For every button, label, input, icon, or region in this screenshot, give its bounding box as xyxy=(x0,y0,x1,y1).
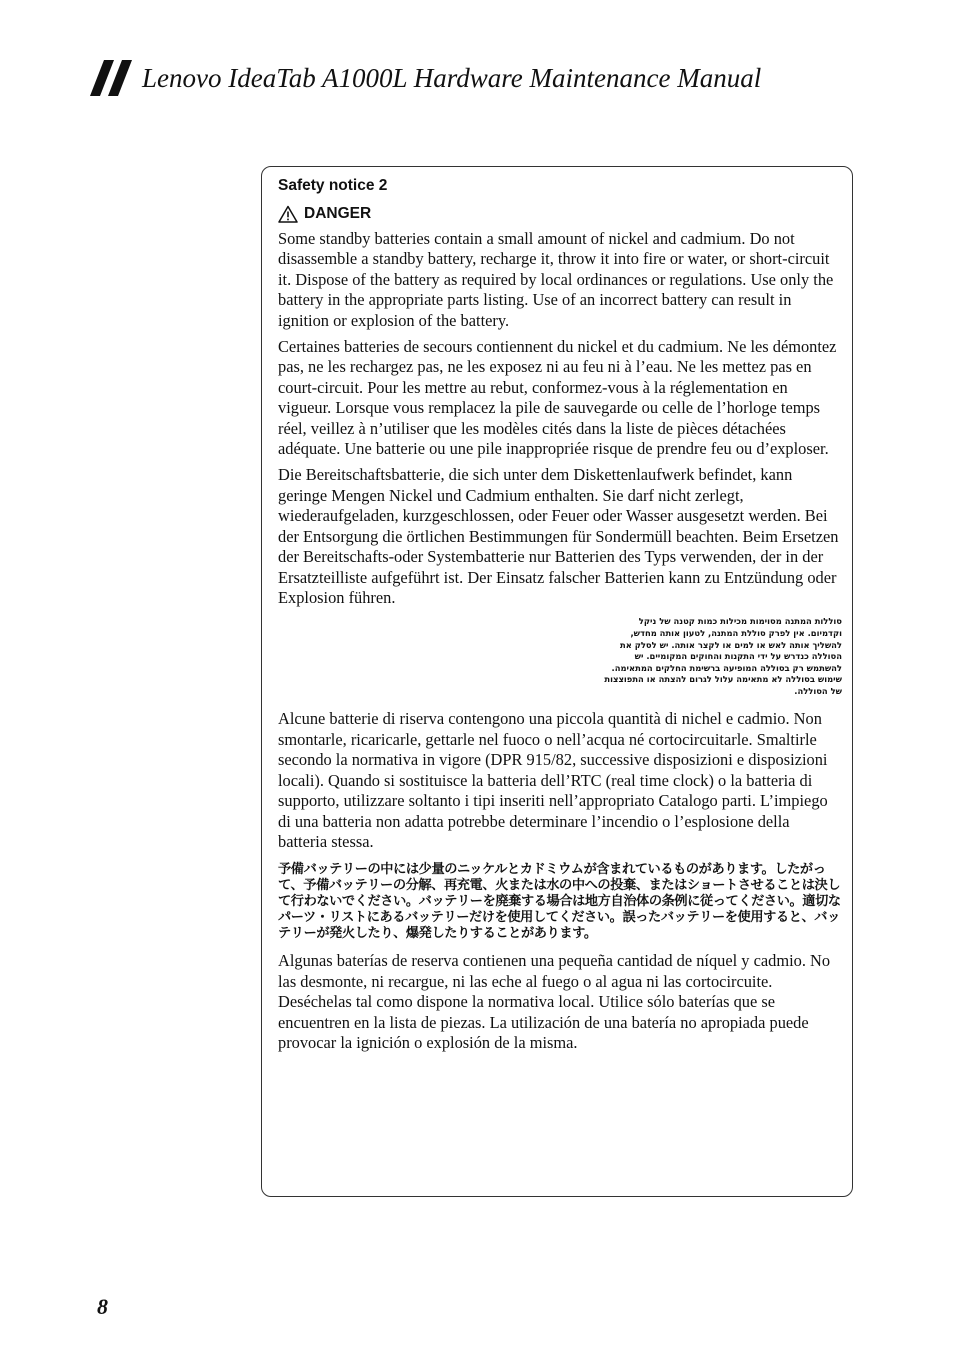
page-number: 8 xyxy=(97,1294,108,1319)
safety-notice-box xyxy=(261,166,853,1197)
page-header xyxy=(90,58,761,98)
danger-label: DANGER xyxy=(304,205,372,222)
double-slash-icon xyxy=(90,60,134,96)
notice-paragraph-hebrew: סוללות המתנה מסוימות מכילות כמות קטנה של ניקל וקדמיום. אין לפרק סוללת המתנה, לטעון אותה מחדש, להשליך אותה לאש או למים או לקצר אותה. יש לסלק את הסוללה כנדרש על ידי התקנות והחוקים המקומיים. יש להשתמש רק בסוללה המופיעה ברשימת החלקים המתאימה. שימוש בסוללה לא מתאימה עלול לגרום להצתה או התפוצצות של הסוללה. xyxy=(604,616,842,696)
notice-paragraph-spanish: Algunas baterías de reserva contienen una pequeña cantidad de níquel y cadmio. No las desmonte, ni recargue, ni las eche al fuego o al agua ni las cortocircuite. Deséchelas tal como dispone la normativa local. Utilice sólo baterías que se encuentren en la lista de piezas. La utilización de una batería no apropiada puede provocar la ignición o explosión de la misma. xyxy=(278,951,831,1052)
safety-notice-content xyxy=(278,177,842,1059)
safety-notice-title: Safety notice 2 xyxy=(278,177,388,194)
notice-paragraph-japanese: 予備バッテリーの中には少量のニッケルとカドミウムが含まれているものがあります。したがって、予備バッテリーの分解、再充電、火または水の中への投棄、またはショートさせることは決して行わないでください。バッテリーを廃棄する場合は地方自治体の条例に従ってください。適切なパーツ・リストにあるバッテリーだけを使用してください。誤ったバッテリーを使用すると、バッテリーが発火したり、爆発したりすることがあります。 xyxy=(278,862,841,941)
notice-paragraph-english: Some standby batteries contain a small amount of nickel and cadmium. Do not disassemble a standby battery, recharge it, throw it into fire or water, or short-circuit it. Dispose of the battery as required by local ordinances or regulations. Use only the battery in the appropriate parts listing. Use of an incorrect battery can result in ignition or explosion of the battery. xyxy=(278,229,834,330)
warning-triangle-icon xyxy=(278,205,298,223)
notice-paragraph-french: Certaines batteries de secours contiennent du nickel et du cadmium. Ne les démontez pas, ne les rechargez pas, ne les exposez ni au feu ni à l’eau. Ne les mettez pas en court-circuit. Pour les mettre au rebut, conformez-vous à la réglementation en vigueur. Lorsque vous remplacez la pile de sauvegarde ou celle de l’horloge temps réel, veillez à n’utiliser que les modèles cités dans la liste de pièces détachées adéquate. Une batterie ou une pile inappropriée risque de prendre feu ou d’exploser. xyxy=(278,337,837,459)
notice-paragraph-german: Die Bereitschaftsbatterie, die sich unter dem Diskettenlaufwerk befindet, kann geringe Mengen Nickel und Cadmium enthalten. Sie darf nicht zerlegt, wiederaufgeladen, kurzgeschlossen, oder Feuer oder Wasser ausgesetzt werden. Bei der Entsorgung die örtlichen Bestimmungen für Sondermüll beachten. Beim Ersetzen der Bereitschafts-oder Systembatterie nur Batterien des Typs verwenden, der in der Ersatzteilliste aufgeführt ist. Der Einsatz falscher Batterien kann zu Entzündung oder Explosion führen. xyxy=(278,465,839,607)
notice-paragraph-italian: Alcune batterie di riserva contengono una piccola quantità di nichel e cadmio. Non smontarle, ricaricarle, gettarle nel fuoco o nell’acqua né cortocircuitarle. Smaltirle secondo la normativa in vigore (DPR 915/82, successive disposizioni e disposizioni locali). Quando si sostituisce la batteria dell’RTC (real time clock) o la batteria di supporto, utilizzare soltanto i tipi inseriti nell’appropriato Catalogo parti. L’impiego di una batteria non adatta potrebbe determinare l’incendio o l’esplosione della batteria stessa. xyxy=(278,709,828,851)
document-title: Lenovo IdeaTab A1000L Hardware Maintenance Manual xyxy=(142,62,762,93)
danger-heading xyxy=(278,205,842,223)
